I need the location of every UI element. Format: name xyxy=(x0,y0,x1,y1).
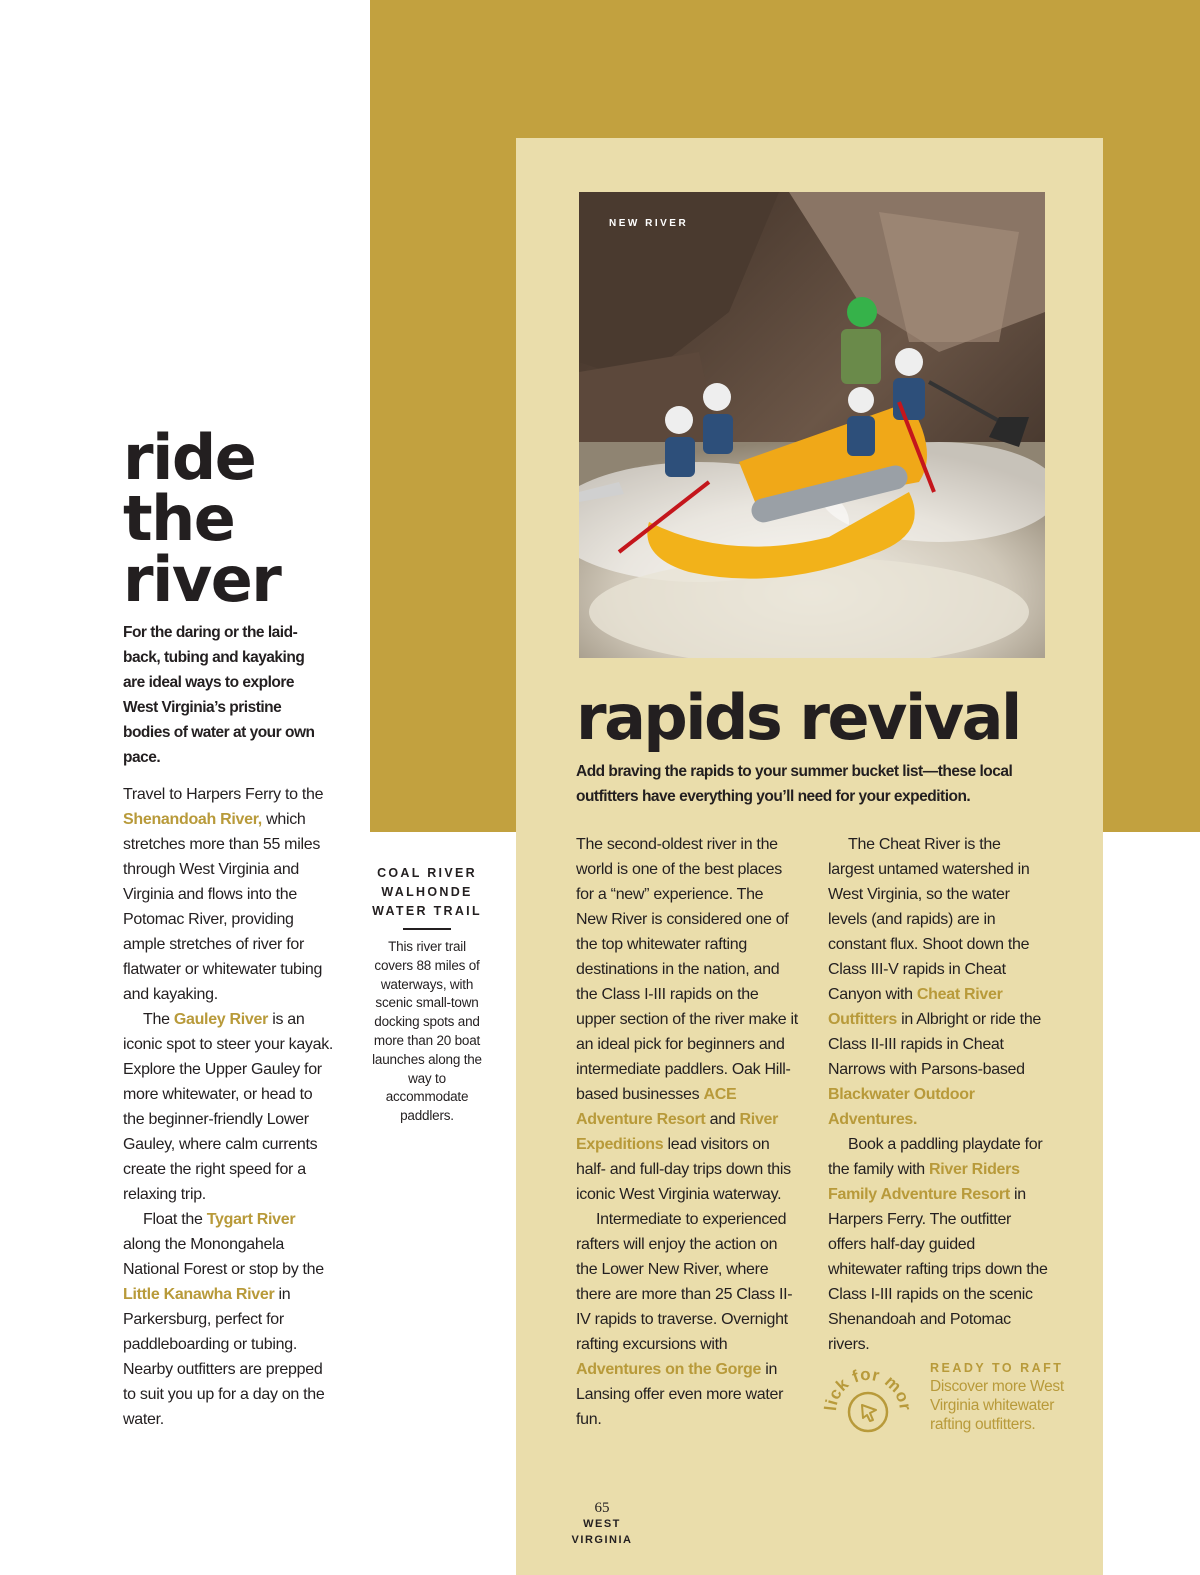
ride-the-river-body xyxy=(123,782,335,1432)
body-text: The xyxy=(143,1011,174,1028)
body-text: The Cheat River is the largest untamed watershed in West Virginia, so the water levels (and rapids) are in constant flux. Shoot down the Class III-V rapids in Cheat Canyon with xyxy=(828,836,1030,1003)
rapids-revival-deck: Add braving the rapids to your summer bucket list—these local outfitters have everything you’ll need for your expedition. xyxy=(576,763,1013,805)
paragraph xyxy=(576,1207,798,1432)
sidebar-divider xyxy=(403,928,451,930)
page-number: 65 xyxy=(594,1500,610,1516)
highlighted-place-name: River Expeditions xyxy=(576,1111,779,1153)
highlighted-place-name: Tygart River xyxy=(206,1211,296,1228)
body-text: in Harpers Ferry. The outfitter offers half-day guided whitewater rafting trips down the Class I-III rapids on the scenic Shenandoah and Potomac rivers. xyxy=(828,1186,1048,1353)
cta-label: READY TO RAFT xyxy=(930,1361,1064,1375)
title-line: the xyxy=(123,482,235,555)
body-text: in Parkersburg, perfect for paddleboarding or tubing. Nearby outfitters are prepped to suit you up for a day on the water. xyxy=(123,1286,325,1428)
title-line: ride xyxy=(123,421,256,494)
body-text: Travel to Harpers Ferry to the xyxy=(123,786,324,803)
paragraph xyxy=(576,832,798,1207)
highlighted-place-name: Little Kanawha River xyxy=(123,1286,275,1303)
body-text: Book a paddling playdate for the family with xyxy=(828,1136,1043,1178)
sidebar-title-line: COAL RIVER xyxy=(377,866,477,880)
body-text: Float the xyxy=(143,1211,207,1228)
highlighted-place-name: River Riders Family Adventure Resort xyxy=(828,1161,1020,1203)
body-text: which stretches more than 55 miles through West Virginia and Virginia and flows into the Potomac River, providing ample stretches of river for flatwater or whitewater tubing and kayaking. xyxy=(123,811,323,1003)
ride-the-river-deck: For the daring or the laid-back, tubing and kayaking are ideal ways to explore West Virginia’s pristine bodies of water at your own pace. xyxy=(123,624,315,766)
sidebar-body: This river trail covers 88 miles of waterways, with scenic small-town docking spots and more than 20 boat launches along the way to accommodate paddlers. xyxy=(372,939,482,1124)
body-text: lead visitors on half- and full-day trips down this iconic West Virginia waterway. xyxy=(576,1136,791,1203)
sidebar-title-line: WATER TRAIL xyxy=(372,904,482,918)
highlighted-place-name: Shenandoah River, xyxy=(123,811,262,828)
highlighted-place-name: Gauley River xyxy=(173,1011,269,1028)
body-text: along the Monongahela National Forest or stop by the xyxy=(123,1236,324,1278)
photo-caption: NEW RIVER xyxy=(609,218,689,229)
paragraph xyxy=(123,782,335,1007)
page-footer xyxy=(552,1500,652,1548)
body-text: in Albright or ride the Class II-III rapids in Cheat Narrows with Parsons-based xyxy=(828,1011,1042,1078)
paragraph xyxy=(123,1207,335,1432)
svg-text:click for more xyxy=(818,1360,915,1412)
highlighted-place-name: Cheat River Outfitters xyxy=(828,986,1003,1028)
highlighted-place-name: Blackwater Outdoor Adventures. xyxy=(828,1086,975,1128)
click-for-more-graphic xyxy=(818,1360,918,1460)
highlighted-place-name: ACE Adventure Resort xyxy=(576,1086,737,1128)
ride-the-river-title xyxy=(123,421,281,616)
title-line: river xyxy=(123,543,281,616)
paragraph xyxy=(828,1132,1050,1357)
sidebar-title xyxy=(368,864,486,921)
click-for-more-badge[interactable] xyxy=(818,1360,918,1460)
body-text: and xyxy=(705,1111,740,1128)
body-text: Intermediate to experienced rafters will enjoy the action on the Lower New River, where there are more than 25 Class II-IV rapids to traverse. Overnight rafting excursions with xyxy=(576,1211,793,1353)
paragraph xyxy=(828,832,1050,1132)
coal-river-sidebar xyxy=(368,864,486,1126)
rapids-revival-title: rapids revival xyxy=(576,681,1020,754)
highlighted-place-name: Adventures on the Gorge xyxy=(576,1361,762,1378)
body-text: in Lansing offer even more water fun. xyxy=(576,1361,784,1428)
cursor-arrow-icon xyxy=(862,1405,876,1421)
body-text: is an iconic spot to steer your kayak. Explore the Upper Gauley for more whitewater, or head to the beginner-friendly Lower Gauley, where calm currents create the right speed for a relaxing trip. xyxy=(123,1011,334,1203)
badge-text: lick for mor xyxy=(820,1364,916,1412)
body-text: The second-oldest river in the world is one of the best places for a “new” experience. The New River is considered one of the top whitewater rafting destinations in the nation, and the Class I-III rapids on the upper section of the river make it an ideal pick for beginners and intermediate paddlers. Oak Hill-based businesses xyxy=(576,836,798,1103)
paragraph xyxy=(123,1007,335,1207)
rapids-column-right xyxy=(828,832,1050,1357)
ready-to-raft-cta[interactable] xyxy=(930,1360,1090,1434)
cta-link-text[interactable]: Discover more West Virginia whitewater rafting outfitters. xyxy=(930,1378,1064,1433)
rapids-column-left xyxy=(576,832,798,1432)
publication-label: WEST VIRGINIA xyxy=(571,1518,633,1546)
sidebar-title-line: WALHONDE xyxy=(381,885,473,899)
rafting-photo xyxy=(579,192,1045,658)
rafting-photo-illustration xyxy=(579,192,1045,658)
